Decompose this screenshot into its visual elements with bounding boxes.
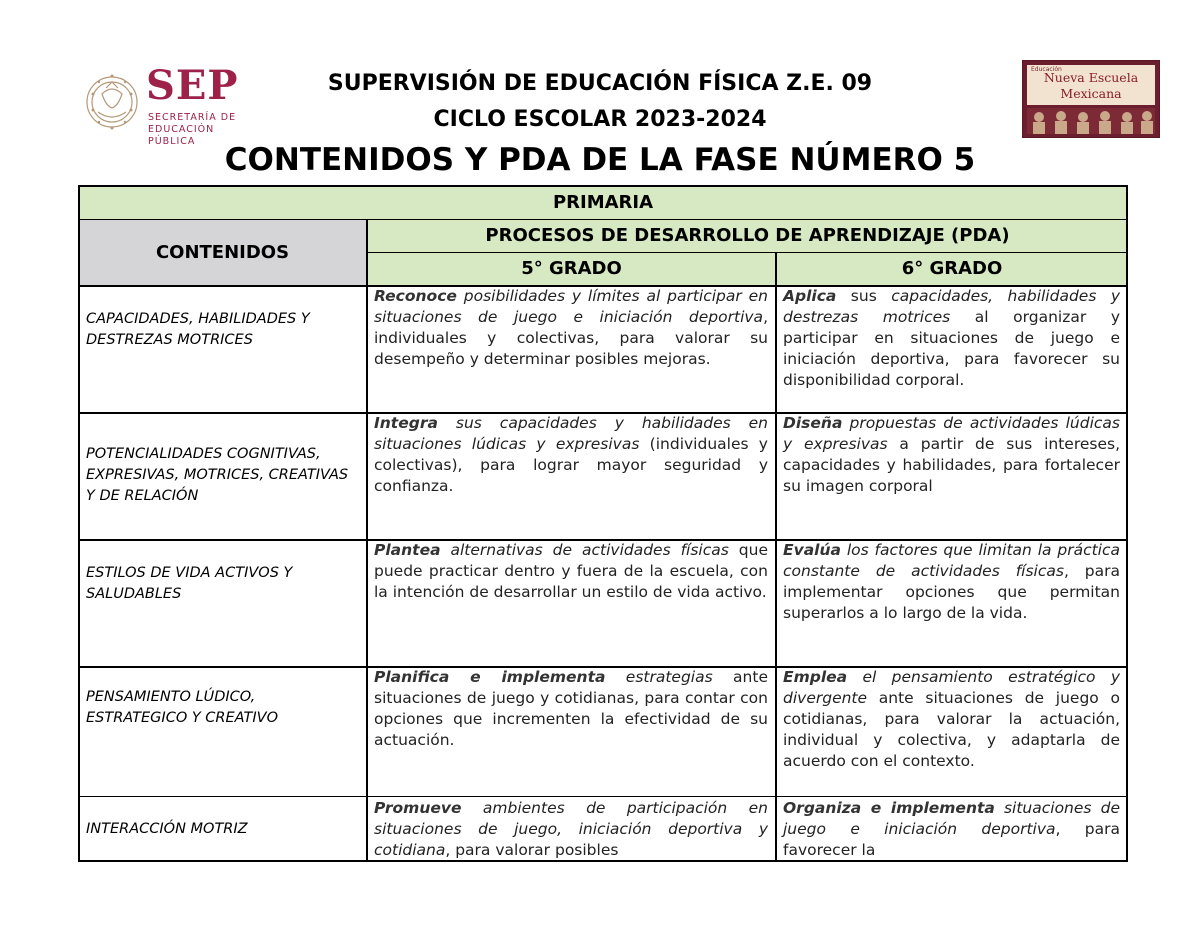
table-column-divider — [775, 252, 777, 862]
document-title-cycle: CICLO ESCOLAR 2023-2024 — [433, 107, 767, 132]
contenido-label: PENSAMIENTO LÚDICO, ESTRATEGICO Y CREATIVO — [86, 689, 278, 726]
table-divider — [367, 252, 1128, 253]
pda-text: el pensamiento estratégico y divergente — [783, 668, 1120, 707]
level-header: PRIMARIA — [78, 185, 1128, 219]
pda-text: , para implementar opciones que permitan superarlos a lo largo de la vida. — [783, 562, 1120, 622]
pda-verb: Plantea — [374, 541, 441, 559]
contenido-label: POTENCIALIDADES COGNITIVAS, EXPRESIVAS, MOTRICES, CREATIVAS Y DE RELACIÓN — [86, 446, 349, 504]
badge-panel — [1027, 65, 1155, 105]
nueva-escuela-mexicana-logo — [1022, 60, 1160, 138]
pda-grade6 — [776, 285, 1128, 412]
pda-verb: Diseña — [783, 414, 843, 432]
table-border-left — [78, 185, 80, 862]
pda-text: propuestas de actividades lúdicas y expresivas — [783, 414, 1120, 453]
pda-text: sus — [836, 287, 892, 305]
pda-text: ambientes de participación en situaciones de juego, iniciación deportiva y cotidiana — [374, 799, 768, 859]
pda-grade6 — [776, 797, 1128, 862]
contenido-label: CAPACIDADES, HABILIDADES Y DESTREZAS MOTRICES — [86, 311, 310, 348]
pda-text: ante situaciones de juego y cotidianas, para contar con opciones que incrementen la efectividad de su actuación. — [374, 668, 768, 749]
badge-title-line2: Mexicana — [1060, 86, 1122, 101]
pda-text: ante situaciones de juego o cotidianas, para valorar la actuación, individual y colectiva, y adaptarla de acuerdo con el contexto. — [783, 689, 1120, 770]
pda-text: estrategias — [605, 668, 713, 686]
pda-verb: Integra — [374, 414, 438, 432]
sep-subtitle-line2: EDUCACIÓN PÚBLICA — [148, 124, 215, 147]
pda-table — [78, 185, 1128, 862]
pda-verb: Organiza e implementa — [783, 799, 995, 817]
table-column-divider — [366, 219, 368, 862]
pda-verb: Reconoce — [374, 287, 457, 305]
pda-text: , para favorecer la — [783, 820, 1120, 859]
pda-text: , individuales y colectivas, para valorar su desempeño y determinar posibles mejoras. — [374, 308, 768, 368]
pda-text: a partir de sus intereses, capacidades y habilidades, para fortalecer su imagen corporal — [783, 435, 1120, 495]
sep-subtitle-line1: SECRETARÍA DE — [148, 112, 237, 123]
contenidos-header: CONTENIDOS — [78, 219, 367, 285]
pda-grade5 — [367, 539, 776, 666]
sep-wordmark: SEP — [146, 62, 239, 109]
pda-verb: Planifica e implementa — [374, 668, 606, 686]
table-divider — [78, 219, 1128, 220]
table-divider — [78, 666, 1128, 668]
table-divider — [78, 539, 1128, 541]
pda-grade6 — [776, 539, 1128, 666]
pda-header: PROCESOS DE DESARROLLO DE APRENDIZAJE (PDA) — [367, 219, 1128, 252]
pda-text: capacidades, habilidades y destrezas motrices — [783, 287, 1120, 326]
pda-text: situaciones de juego e iniciación deportiva — [783, 799, 1120, 838]
contenido-label: ESTILOS DE VIDA ACTIVOS Y SALUDABLES — [86, 565, 293, 602]
table-border-right — [1126, 185, 1128, 862]
pda-verb: Promueve — [374, 799, 462, 817]
pda-text: posibilidades y límites al participar en situaciones de juego e iniciación deportiva — [374, 287, 768, 326]
pda-grade5 — [367, 412, 776, 539]
pda-grade5 — [367, 666, 776, 797]
grade6-header: 6° GRADO — [776, 252, 1128, 285]
pda-text: alternativas de actividades físicas — [440, 541, 729, 559]
pda-grade5 — [367, 797, 776, 862]
badge-small-text: Educación — [1031, 66, 1062, 73]
badge-title-line1: Nueva Escuela — [1043, 70, 1139, 85]
pda-text: sus capacidades y habilidades en situaciones lúdicas y expresivas — [374, 414, 768, 453]
table-divider — [78, 796, 1128, 797]
pda-grade5 — [367, 285, 776, 412]
document-title-main: CONTENIDOS Y PDA DE LA FASE NÚMERO 5 — [224, 142, 976, 178]
pda-text: , para valorar posibles — [445, 841, 619, 859]
pda-verb: Aplica — [783, 287, 837, 305]
table-divider — [78, 412, 1128, 414]
document-title-supervision: SUPERVISIÓN DE EDUCACIÓN FÍSICA Z.E. 09 — [327, 71, 873, 96]
pda-grade6 — [776, 412, 1128, 539]
heroes-illustration-icon — [1027, 108, 1155, 134]
table-divider — [78, 285, 1128, 287]
pda-verb: Evalúa — [783, 541, 841, 559]
contenido-label: INTERACCIÓN MOTRIZ — [86, 821, 248, 837]
table-border-top — [78, 185, 1128, 187]
pda-verb: Emplea — [783, 668, 848, 686]
grade5-header: 5° GRADO — [367, 252, 776, 285]
table-border-bottom — [78, 860, 1128, 862]
badge-title — [1027, 70, 1155, 102]
pda-text: los factores que limitan la práctica constante de actividades físicas — [783, 541, 1120, 580]
pda-text: que puede practicar dentro y fuera de la escuela, con la intención de desarrollar un estilo de vida activo. — [374, 541, 768, 601]
pda-text: al organizar y participar en situaciones de juego e iniciación deportiva, para favorecer su disponibilidad corporal. — [783, 308, 1120, 389]
pda-grade6 — [776, 666, 1128, 797]
pda-text: (individuales y colectivas), para lograr mayor seguridad y confianza. — [374, 435, 768, 495]
